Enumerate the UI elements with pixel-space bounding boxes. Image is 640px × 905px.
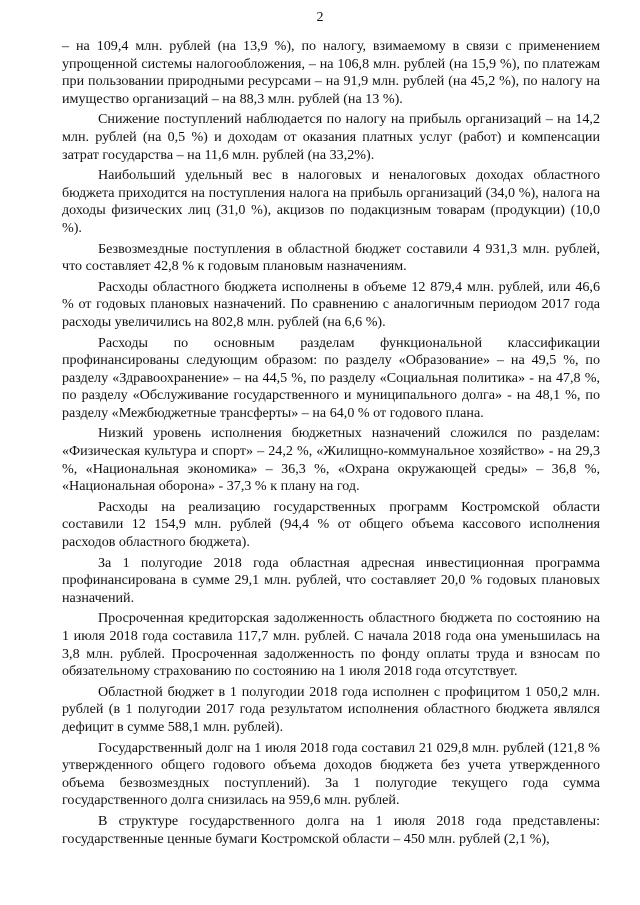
paragraph: Расходы областного бюджета исполнены в объеме 12 879,4 млн. рублей, или 46,6 % от годовых плановых назначений. По сравнению с аналогичным периодом 2017 года расходы увеличились на 802,8 млн. рублей (на 6,6 %). — [62, 278, 600, 330]
paragraph: В структуре государственного долга на 1 июля 2018 года представлены: государственные ценные бумаги Костромской области – 450 млн. рублей (2,1 %), — [62, 812, 600, 847]
paragraph: Снижение поступлений наблюдается по налогу на прибыль организаций – на 14,2 млн. рублей (на 0,5 %) и доходам от оказания платных услуг (работ) и компенсации затрат государства – на 11,6 млн. рублей (на 33,2%). — [62, 111, 600, 163]
paragraph: Расходы на реализацию государственных программ Костромской области составили 12 154,9 млн. рублей (94,4 % от общего объема кассового исполнения расходов областного бюджета). — [62, 498, 600, 551]
paragraph: За 1 полугодие 2018 года областная адресная инвестиционная программа профинансирована в сумме 29,1 млн. рублей, что составляет 20,0 % годовых плановых назначений. — [62, 554, 600, 606]
paragraph: Расходы по основным разделам функциональной классификации профинансированы следующим образом: по разделу «Образование» – на 49,5 %, по разделу «Здравоохранение» – на 44,5 %, по разделу «Социальная политика» - на 47,8 %, по разделу «Обслуживание государственного и муниципального долга» - на 48,1 %, по разделу «Межбюджетные трансферты» – на 64,0 % от годового плана. — [62, 334, 600, 421]
paragraph: Низкий уровень исполнения бюджетных назначений сложился по разделам: «Физическая культура и спорт» – 24,2 %, «Жилищно-коммунальное хозяйство» - на 29,3 %, «Национальная экономика» – 36,3 %, «Охрана окружающей среды» – 36,8 %, «Национальная оборона» - 37,3 % к плану на год. — [62, 425, 600, 495]
paragraph: Наибольший удельный вес в налоговых и неналоговых доходах областного бюджета приходится на поступления налога на прибыль организаций (34,0 %), налога на доходы физических лиц (31,0 %), акцизов по подакцизным товарам (продукции) (10,0 %). — [62, 167, 600, 236]
paragraph: Безвозмездные поступления в областной бюджет составили 4 931,3 млн. рублей, что составляет 42,8 % к годовым плановым назначениям. — [62, 240, 600, 275]
paragraph: Государственный долг на 1 июля 2018 года составил 21 029,8 млн. рублей (121,8 % утвержденного общего годового объема доходов бюджета без учета утвержденного объема безвозмездных поступлений). За 1 полугодие текущего года сумма государственного долга снизилась на 959,6 млн. рублей. — [62, 739, 600, 809]
paragraph: Просроченная кредиторская задолженность областного бюджета по состоянию на 1 июля 2018 года составила 117,7 млн. рублей. С начала 2018 года она уменьшилась на 3,8 млн. рублей. Просроченная задолженность по фонду оплаты труда и взносам по обязательному страхованию по состоянию на 1 июля 2018 года отсутствует. — [62, 610, 600, 680]
paragraph: Областной бюджет в 1 полугодии 2018 года исполнен с профицитом 1 050,2 млн. рублей (в 1 полугодии 2017 года результатом исполнения областного бюджета являлся дефицит в сумме 588,1 млн. рублей). — [62, 683, 600, 735]
paragraph: – на 109,4 млн. рублей (на 13,9 %), по налогу, взимаемому в связи с применением упрощенной системы налогообложения, – на 106,8 млн. рублей (на 15,9 %), по платежам при пользовании природными ресурсами – на 91,9 млн. рублей (на 45,2 %), по налогу на имущество организаций – на 88,3 млн. рублей (на 13 %). — [62, 38, 600, 107]
document-body — [62, 38, 600, 851]
page-number: 2 — [316, 10, 324, 25]
